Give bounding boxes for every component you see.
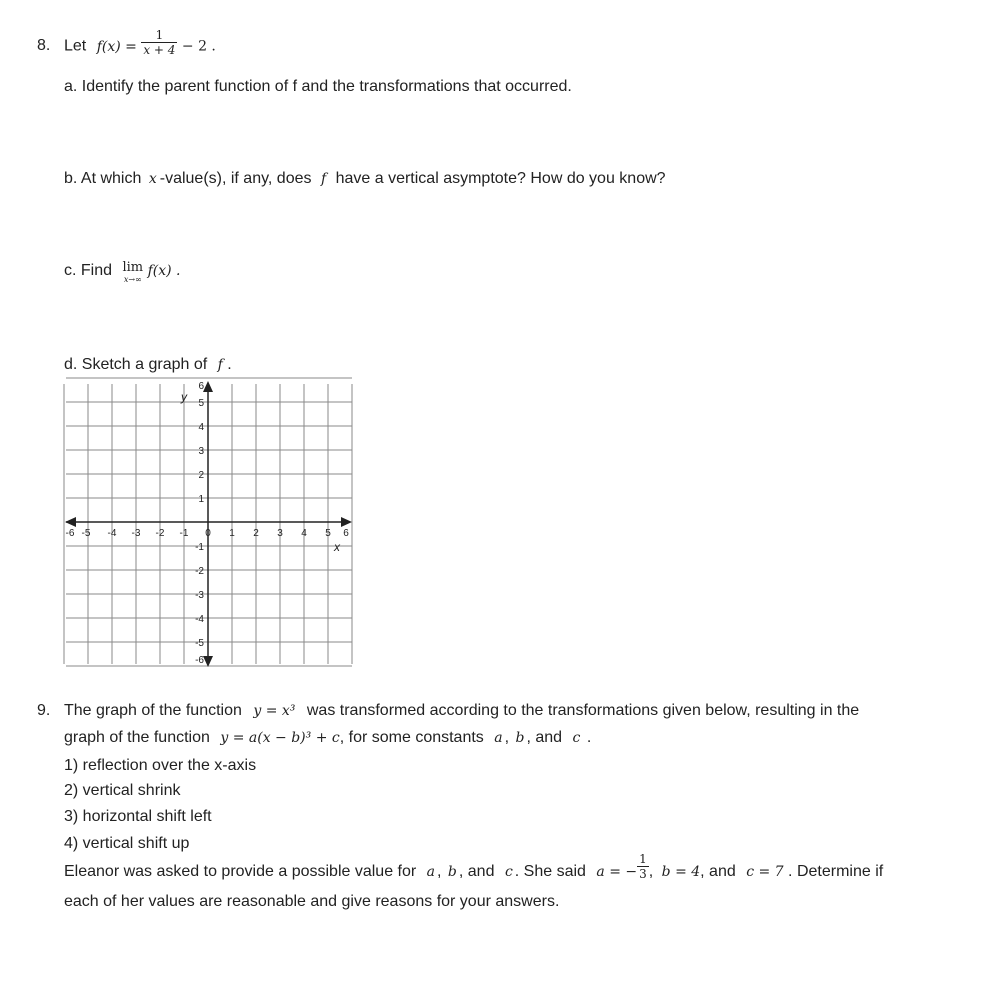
x-tick-label: -3 <box>131 528 141 539</box>
y-axis-label: y <box>181 390 187 404</box>
q9-text-2: was transformed according to the transformations given below, resulting in the <box>306 702 860 719</box>
y-tick-label: 3 <box>198 446 204 457</box>
eleanor-line-2: each of her values are reasonable and give reasons for your answers. <box>64 893 560 910</box>
x-tick-label: 3 <box>277 528 283 539</box>
q8b-var-x: x <box>148 171 157 187</box>
function-lhs: f(x) = <box>96 38 137 55</box>
eleanor-c-value: c = 7 <box>746 864 784 880</box>
x-tick-label: 0 <box>205 528 211 539</box>
q8b-text-2: -value(s), if any, does <box>159 170 312 187</box>
q9-const-a: a <box>494 730 503 746</box>
x-axis-label: x <box>334 540 340 554</box>
x-tick-label: 2 <box>253 528 259 539</box>
q8b-text-1: b. At which <box>64 170 142 187</box>
y-axis-up-arrow <box>203 381 213 392</box>
q9-dot: . <box>586 729 592 746</box>
eleanor-comma-2: , and <box>700 863 736 880</box>
question-9-number: 9. <box>37 702 51 719</box>
transformation-item-2: 2) vertical shrink <box>64 782 181 799</box>
fraction-numerator: 1 <box>141 28 177 43</box>
y-tick-label: 2 <box>198 470 204 481</box>
y-tick-label: 6 <box>198 381 204 392</box>
eleanor-b-value: b = 4 <box>661 864 701 880</box>
y-tick-label: -5 <box>195 638 204 649</box>
eleanor-fraction-denominator: 3 <box>639 867 647 882</box>
question-8-number: 8. <box>37 37 51 54</box>
q8c-text: c. Find <box>64 262 113 279</box>
question-8d <box>64 355 232 375</box>
y-tick-label: -2 <box>195 566 204 577</box>
transformation-item-4: 4) vertical shift up <box>64 835 190 852</box>
q9-text-3: graph of the function <box>64 729 210 746</box>
coordinate-grid <box>50 375 370 675</box>
x-axis-right-arrow <box>341 517 352 527</box>
q8b-text-3: have a vertical asymptote? How do you know? <box>335 170 666 187</box>
q9-transformed-equation: y = a(x − b)³ + c <box>220 730 340 746</box>
y-tick-label: 5 <box>198 398 204 409</box>
y-tick-label: -1 <box>195 542 204 553</box>
q9-and: , and <box>526 729 563 746</box>
y-axis-down-arrow <box>203 656 213 667</box>
function-tail: − 2 . <box>181 38 216 55</box>
function-fraction <box>141 28 177 57</box>
eleanor-a-value: a = − <box>596 864 638 880</box>
x-tick-label: 5 <box>325 528 331 539</box>
x-tick-label: 4 <box>301 528 307 539</box>
x-tick-label: -5 <box>81 528 91 539</box>
eleanor-comma: , <box>437 863 442 880</box>
fraction-denominator: x + 4 <box>143 43 176 57</box>
q8d-dot: . <box>227 356 232 373</box>
eleanor-said: . She said <box>514 863 586 880</box>
x-tick-label: 1 <box>229 528 235 539</box>
y-tick-label: -4 <box>195 614 204 625</box>
y-tick-label: 1 <box>198 494 204 505</box>
eleanor-comma-1: , <box>648 863 654 880</box>
q9-parent-equation: y = x³ <box>253 703 296 719</box>
lim-subscript: x→∞ <box>123 275 142 284</box>
x-axis-left-arrow <box>65 517 76 527</box>
transformation-item-3: 3) horizontal shift left <box>64 808 212 825</box>
y-tick-label: -6 <box>195 655 204 666</box>
q8d-text: d. Sketch a graph of <box>64 356 208 373</box>
transformation-item-1: 1) reflection over the x-axis <box>64 757 257 774</box>
q9-text-1: The graph of the function <box>64 702 242 719</box>
eleanor-text-1: Eleanor was asked to provide a possible value for <box>64 863 417 880</box>
question-8c <box>64 261 180 284</box>
let-word: Let <box>64 37 87 55</box>
q9-const-c: c <box>572 730 581 746</box>
q9-text-4: , for some constants <box>339 729 484 746</box>
eleanor-line <box>64 852 884 882</box>
y-tick-label: 4 <box>198 422 204 433</box>
question-8-stem <box>64 28 216 57</box>
eleanor-and: , and <box>458 863 495 880</box>
y-tick-label: -3 <box>195 590 204 601</box>
question-8b <box>64 169 666 189</box>
q8d-var-f: f <box>217 357 223 373</box>
eleanor-const-a: a <box>426 864 436 880</box>
question-9-line-1 <box>64 701 859 721</box>
x-tick-label: -1 <box>179 528 189 539</box>
x-tick-label: -2 <box>155 528 165 539</box>
x-tick-label: -4 <box>107 528 117 539</box>
x-tick-label: -6 <box>65 528 75 539</box>
q9-comma: , <box>504 729 510 746</box>
eleanor-a-fraction <box>637 852 649 881</box>
q8b-var-f: f <box>320 171 327 187</box>
q9-const-b: b <box>515 730 525 746</box>
eleanor-const-c: c <box>504 864 513 880</box>
eleanor-const-b: b <box>447 864 457 880</box>
eleanor-text-2: . Determine if <box>788 863 884 880</box>
question-8a: a. Identify the parent function of f and the transformations that occurred. <box>64 78 572 95</box>
limit-expression: f(x) . <box>147 263 181 279</box>
question-9-line-2 <box>64 728 591 748</box>
limit-operator <box>122 261 143 284</box>
eleanor-fraction-numerator: 1 <box>639 852 647 867</box>
lim-word: lim <box>122 260 144 275</box>
x-tick-label: 6 <box>343 528 349 539</box>
